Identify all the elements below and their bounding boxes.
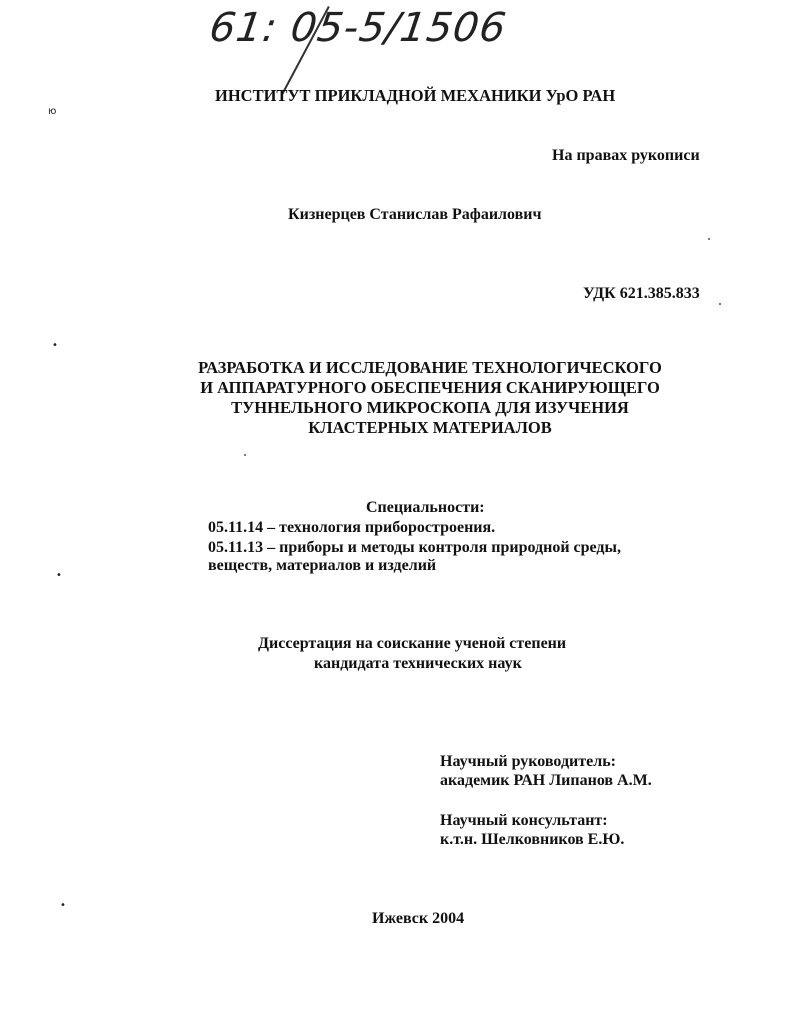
institute-name: ИНСТИТУТ ПРИКЛАДНОЙ МЕХАНИКИ УрО РАН	[215, 86, 616, 105]
specialty-line: 05.11.13 – приборы и методы контроля природной среды,	[208, 539, 622, 556]
title-line: ТУННЕЛЬНОГО МИКРОСКОПА ДЛЯ ИЗУЧЕНИЯ	[231, 398, 629, 417]
specialty-line: 05.11.14 – технология приборостроения.	[208, 519, 496, 536]
margin-scan-mark: •	[56, 570, 62, 581]
dissertation-degree-line: Диссертация на соискание ученой степени	[258, 635, 567, 652]
city-and-year: Ижевск 2004	[372, 910, 465, 927]
margin-scan-mark: •	[60, 900, 66, 911]
title-line: РАЗРАБОТКА И ИССЛЕДОВАНИЕ ТЕХНОЛОГИЧЕСКОГО	[198, 358, 662, 377]
udk-code: УДК 621.385.833	[583, 285, 700, 302]
specialty-line-continuation: веществ, материалов и изделий	[208, 557, 437, 574]
supervisor-label: Научный руководитель:	[440, 753, 616, 770]
handwritten-reference-number: 61: 05-5/1506	[206, 5, 510, 51]
title-line: И АППАРАТУРНОГО ОБЕСПЕЧЕНИЯ СКАНИРУЮЩЕГО	[200, 378, 660, 397]
specialties-label: Специальности:	[366, 499, 485, 516]
thesis-title	[150, 358, 710, 438]
consultant-label: Научный консультант:	[440, 812, 608, 829]
scan-speck	[719, 303, 721, 305]
scan-speck	[708, 238, 710, 240]
dissertation-degree-line: кандидата технических наук	[314, 655, 522, 672]
margin-scan-mark: •	[52, 340, 58, 351]
manuscript-rights-note: На правах рукописи	[552, 147, 700, 164]
consultant-name: к.т.н. Шелковников Е.Ю.	[440, 831, 625, 848]
supervisor-name: академик РАН Липанов А.М.	[440, 772, 652, 789]
author-name: Кизнерцев Станислав Рафаилович	[288, 206, 542, 223]
title-line: КЛАСТЕРНЫХ МАТЕРИАЛОВ	[308, 418, 552, 437]
margin-scan-mark: ю	[48, 106, 57, 117]
scan-speck	[244, 454, 246, 456]
